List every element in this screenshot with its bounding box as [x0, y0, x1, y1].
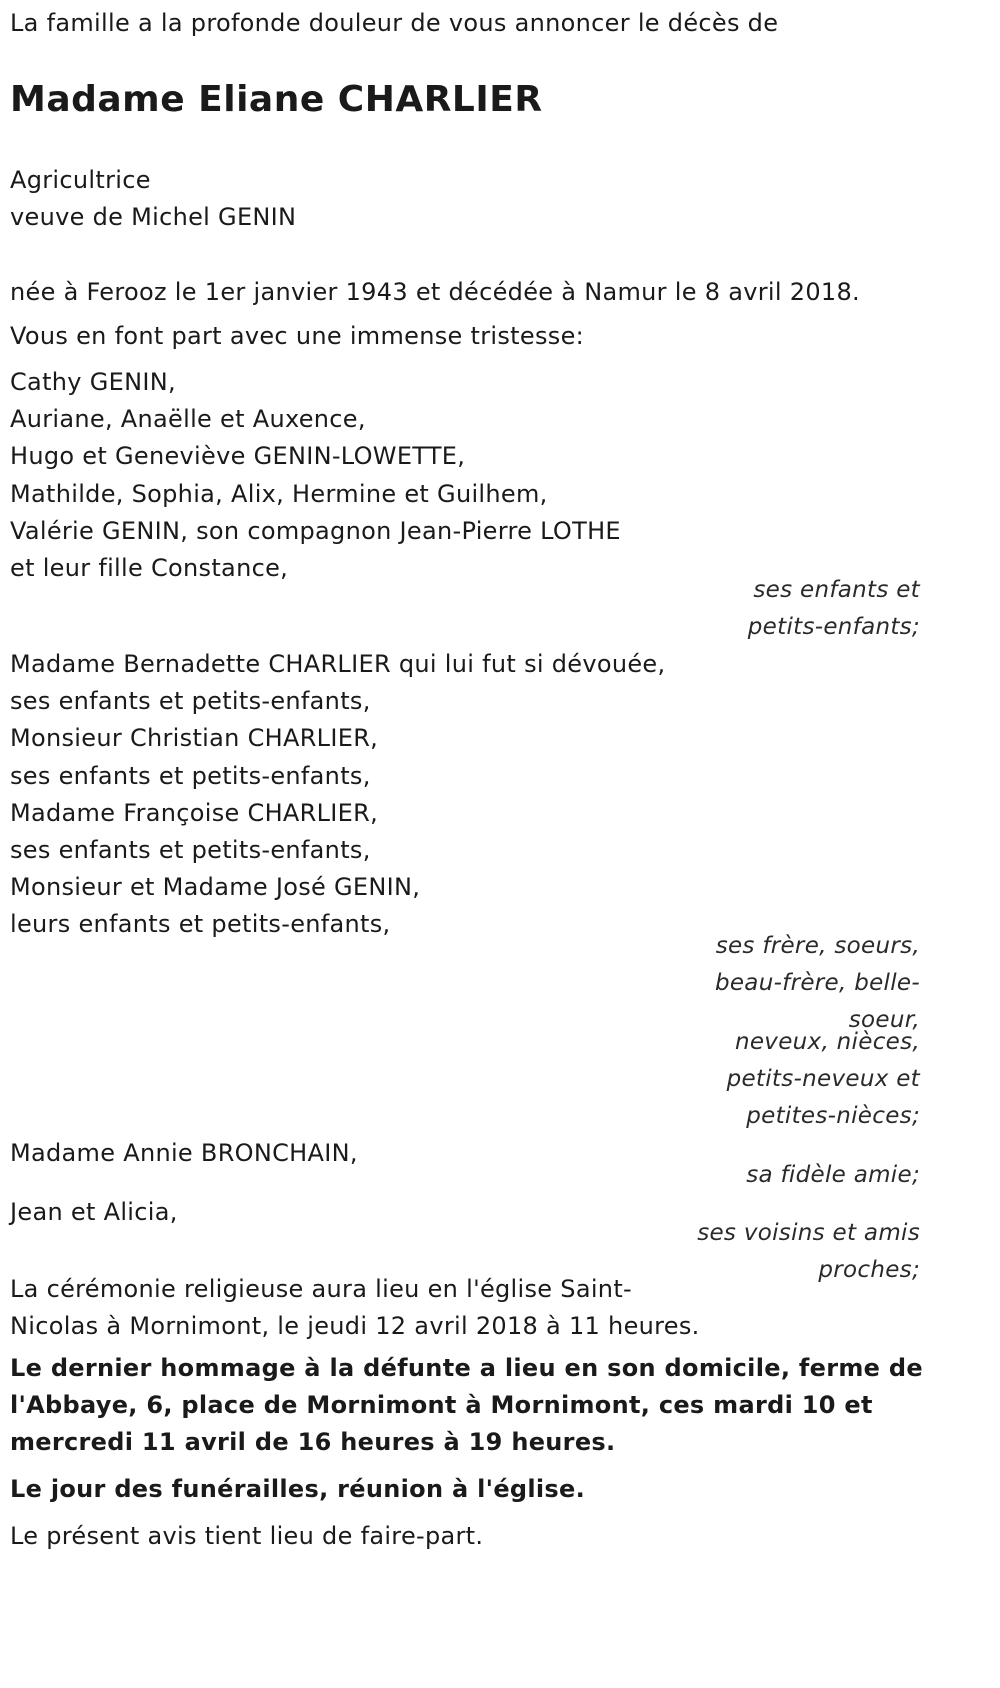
closing-text: Le présent avis tient lieu de faire-part. — [10, 1522, 484, 1550]
children-relation: ses enfants et petits-enfants; — [747, 577, 920, 640]
list-item: Monsieur Christian CHARLIER, — [10, 724, 379, 753]
list-item: Hugo et Geneviève GENIN-LOWETTE, — [10, 442, 466, 471]
neighbours-relation: ses voisins et amis proches; — [697, 1220, 920, 1283]
funeral-day-info: Le jour des funérailles, réunion à l'église. — [10, 1475, 586, 1503]
list-item: Mathilde, Sophia, Alix, Hermine et Guilhem, — [10, 479, 548, 508]
list-item: ses enfants et petits-enfants, — [10, 687, 371, 716]
list-item: Monsieur et Madame José GENIN, — [10, 873, 421, 902]
list-item: Madame Françoise CHARLIER, — [10, 798, 379, 827]
siblings-relation-a: ses frère, soeurs, beau-frère, belle- soeur, — [714, 933, 920, 1033]
birth-death-line: née à Ferooz le 1er janvier 1943 et décédée à Namur le 8 avril 2018. — [10, 278, 860, 306]
last-tribute-info: Le dernier hommage à la défunte a lieu en son domicile, ferme de l'Abbaye, 6, place de Mornimont à Mornimont, ces mardi 10 et mercredi 11 avril de 16 heures à 19 heures. — [10, 1354, 923, 1457]
siblings-relation-b: neveux, nièces, petits-neveux et petites-nièces; — [726, 1029, 920, 1129]
list-item: leurs enfants et petits-enfants, — [10, 910, 391, 939]
list-item: Valérie GENIN, son compagnon Jean-Pierre LOTHE — [10, 516, 621, 545]
friend-name: Madame Annie BRONCHAIN, — [10, 1139, 358, 1167]
children-list — [10, 364, 621, 587]
list-item: et leur fille Constance, — [10, 554, 289, 583]
occupation: Agricultrice — [10, 166, 151, 194]
neighbours-name: Jean et Alicia, — [10, 1198, 178, 1226]
intro-text: La famille a la profonde douleur de vous annoncer le décès de — [10, 9, 779, 37]
deceased-name: Madame Eliane CHARLIER — [10, 79, 543, 120]
friend-relation: sa fidèle amie; — [746, 1162, 920, 1188]
list-item: ses enfants et petits-enfants, — [10, 836, 371, 865]
list-item: Auriane, Anaëlle et Auxence, — [10, 405, 366, 434]
list-item: ses enfants et petits-enfants, — [10, 761, 371, 790]
spouse: veuve de Michel GENIN — [10, 203, 297, 231]
announcement-lead: Vous en font part avec une immense tristesse: — [10, 322, 585, 350]
list-item: Cathy GENIN, — [10, 368, 176, 396]
list-item: Madame Bernadette CHARLIER qui lui fut si dévouée, — [10, 650, 666, 678]
ceremony-info: La cérémonie religieuse aura lieu en l'église Saint- Nicolas à Mornimont, le jeudi 12 avril 2018 à 11 heures. — [10, 1275, 700, 1341]
siblings-list — [10, 646, 665, 944]
